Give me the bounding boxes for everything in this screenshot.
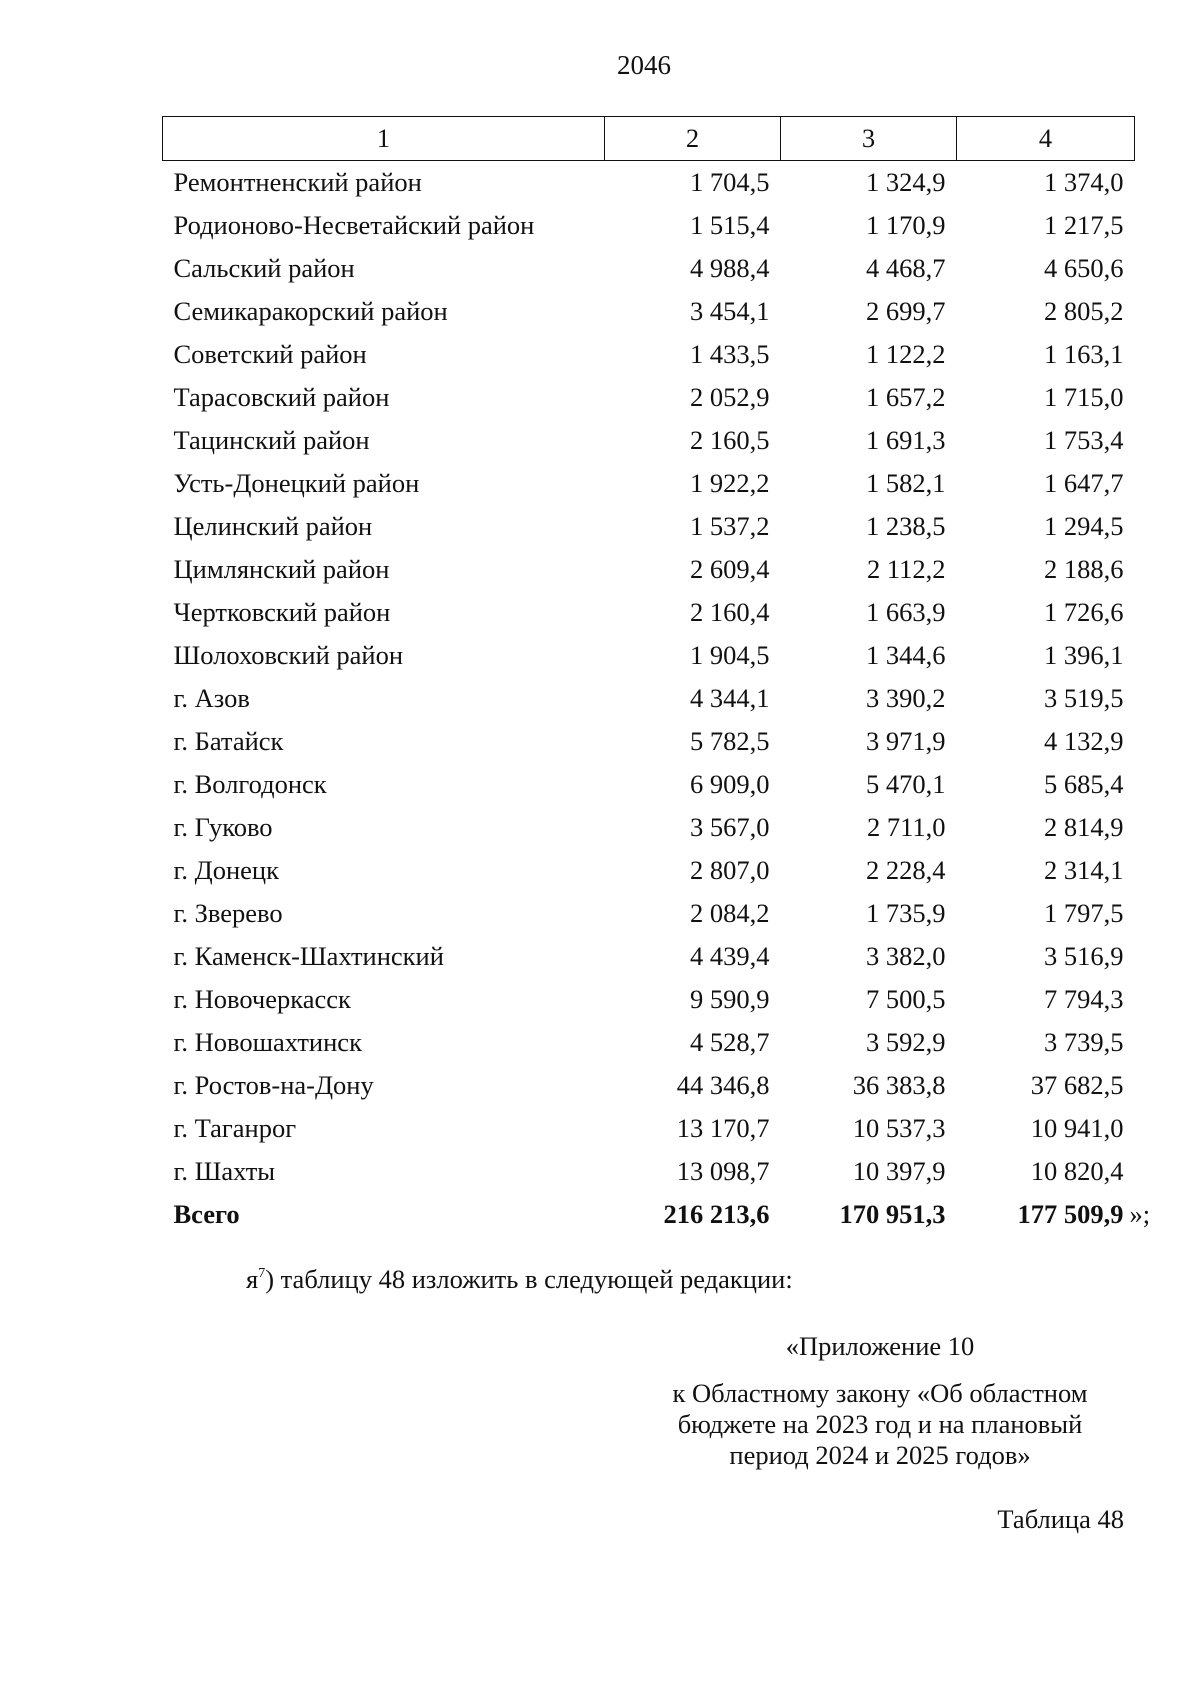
table-row — [163, 462, 1135, 505]
territory-name: г. Батайск — [173, 726, 284, 756]
amount-cell: 5 685,4 — [1044, 769, 1124, 799]
column-header: 4 — [957, 117, 1135, 161]
budget-table — [162, 116, 1151, 1236]
table-row — [163, 806, 1135, 849]
amount-cell: 44 346,8 — [676, 1070, 770, 1100]
territory-name: Сальский район — [173, 253, 355, 283]
amount-cell: 4 468,7 — [866, 253, 946, 283]
territory-name: Родионово-Несветайский район — [173, 210, 535, 240]
amount-cell: 2 609,4 — [690, 554, 770, 584]
amount-cell: 3 592,9 — [866, 1027, 946, 1057]
amount-cell: 2 228,4 — [866, 855, 946, 885]
territory-name: Тарасовский район — [173, 382, 390, 412]
table-row — [163, 763, 1135, 806]
amount-cell: 1 647,7 — [1044, 468, 1124, 498]
territory-name: Усть-Донецкий район — [173, 468, 420, 498]
territory-name: г. Ростов-на-Дону — [173, 1070, 374, 1100]
amount-cell: 1 170,9 — [866, 210, 946, 240]
table-row — [163, 591, 1135, 634]
appendix-title: «Приложение 10 — [785, 1331, 975, 1361]
territory-name: Семикаракорский район — [173, 296, 448, 326]
amount-cell: 1 294,5 — [1044, 511, 1124, 541]
amount-cell: 4 650,6 — [1044, 253, 1124, 283]
amount-cell: 10 820,4 — [1030, 1156, 1124, 1186]
territory-name: г. Волгодонск — [173, 769, 327, 799]
amount-cell: 2 112,2 — [866, 554, 946, 584]
table-row — [163, 1107, 1135, 1150]
column-header: 3 — [781, 117, 957, 161]
amount-cell: 3 454,1 — [690, 296, 770, 326]
territory-name: г. Таганрог — [173, 1113, 297, 1143]
amount-cell: 1 715,0 — [1044, 382, 1124, 412]
amount-cell: 36 383,8 — [852, 1070, 946, 1100]
amount-cell: 1 217,5 — [1044, 210, 1124, 240]
appendix-reference-line: бюджете на 2023 год и на плановый — [677, 1409, 1083, 1439]
amount-cell: 6 909,0 — [690, 769, 770, 799]
amount-cell: 5 470,1 — [866, 769, 946, 799]
amount-cell: 1 582,1 — [866, 468, 946, 498]
territory-name: Тацинский район — [173, 425, 370, 455]
total-row — [163, 1193, 1135, 1236]
table-row — [163, 204, 1135, 247]
territory-name: г. Каменск-Шахтинский — [173, 941, 444, 971]
amount-cell: 3 516,9 — [1044, 941, 1124, 971]
territory-name: Чертковский район — [173, 597, 391, 627]
amount-cell: 1 122,2 — [866, 339, 946, 369]
territory-name: г. Новочеркасск — [173, 984, 351, 1014]
amount-cell: 2 314,1 — [1044, 855, 1124, 885]
table-row — [163, 161, 1135, 205]
amount-cell: 1 374,0 — [1044, 167, 1124, 197]
amount-cell: 1 797,5 — [1044, 898, 1124, 928]
amount-cell: 1 238,5 — [866, 511, 946, 541]
table-header — [163, 117, 1135, 161]
territory-name: г. Новошахтинск — [173, 1027, 362, 1057]
amount-cell: 3 739,5 — [1044, 1027, 1124, 1057]
item-letter: я — [246, 1264, 259, 1294]
amount-cell: 1 163,1 — [1044, 339, 1124, 369]
table-row — [163, 978, 1135, 1021]
territory-name: Шолоховский район — [173, 640, 404, 670]
amount-cell: 2 160,5 — [690, 425, 770, 455]
amount-cell: 9 590,9 — [690, 984, 770, 1014]
amount-cell: 10 941,0 — [1030, 1113, 1124, 1143]
column-header: 1 — [163, 117, 605, 161]
amount-cell: 4 344,1 — [690, 683, 770, 713]
instruction-text — [246, 1264, 793, 1295]
page-number: 2046 — [617, 50, 671, 80]
amount-cell: 4 528,7 — [690, 1027, 770, 1057]
total-value-cell — [957, 1193, 1151, 1236]
table-row — [163, 247, 1135, 290]
amount-cell: 2 699,7 — [866, 296, 946, 326]
table-body — [163, 161, 1151, 1237]
table-row — [163, 1021, 1135, 1064]
amount-cell: 10 537,3 — [852, 1113, 946, 1143]
appendix-reference-line: период 2024 и 2025 годов» — [729, 1440, 1031, 1470]
amount-cell: 1 691,3 — [866, 425, 946, 455]
table-row — [163, 634, 1135, 677]
table-row — [163, 935, 1135, 978]
territory-name: Советский район — [173, 339, 367, 369]
territory-name: Цимлянский район — [173, 554, 390, 584]
amount-cell: 2 052,9 — [690, 382, 770, 412]
total-value: 170 951,3 — [839, 1199, 946, 1229]
amount-cell: 1 704,5 — [690, 167, 770, 197]
table-row — [163, 720, 1135, 763]
amount-cell: 2 805,2 — [1044, 296, 1124, 326]
amount-cell: 7 794,3 — [1044, 984, 1124, 1014]
amount-cell: 1 922,2 — [690, 468, 770, 498]
closing-quote: »; — [1129, 1199, 1151, 1229]
amount-cell: 13 170,7 — [676, 1113, 770, 1143]
column-header: 2 — [605, 117, 781, 161]
amount-cell: 1 735,9 — [866, 898, 946, 928]
table-label: Таблица 48 — [997, 1504, 1124, 1534]
amount-cell: 3 971,9 — [866, 726, 946, 756]
amount-cell: 1 537,2 — [690, 511, 770, 541]
amount-cell: 4 132,9 — [1044, 726, 1124, 756]
amount-cell: 1 663,9 — [866, 597, 946, 627]
amount-cell: 7 500,5 — [866, 984, 946, 1014]
amount-cell: 3 567,0 — [690, 812, 770, 842]
table-row — [163, 419, 1135, 462]
table-row — [163, 505, 1135, 548]
territory-name: г. Шахты — [173, 1156, 276, 1186]
table-row — [163, 290, 1135, 333]
amount-cell: 2 814,9 — [1044, 812, 1124, 842]
appendix-reference — [620, 1378, 1140, 1471]
amount-cell: 1 904,5 — [690, 640, 770, 670]
table-row — [163, 677, 1135, 720]
table-row — [163, 548, 1135, 591]
total-value: 177 509,9 — [1017, 1199, 1124, 1229]
table-row — [163, 1150, 1135, 1193]
territory-name: г. Азов — [173, 683, 250, 713]
amount-cell: 3 390,2 — [866, 683, 946, 713]
table-row — [163, 376, 1135, 419]
amount-cell: 3 382,0 — [866, 941, 946, 971]
territory-name: Ремонтненский район — [173, 167, 422, 197]
header-row — [163, 117, 1135, 161]
instruction-body: ) таблицу 48 изложить в следующей редакции: — [265, 1264, 793, 1294]
total-value: 216 213,6 — [663, 1199, 770, 1229]
table-row — [163, 892, 1135, 935]
total-label: Всего — [173, 1199, 240, 1229]
amount-cell: 2 160,4 — [690, 597, 770, 627]
amount-cell: 2 188,6 — [1044, 554, 1124, 584]
item-superscript: 7 — [258, 1266, 266, 1281]
amount-cell: 37 682,5 — [1030, 1070, 1124, 1100]
amount-cell: 1 396,1 — [1044, 640, 1124, 670]
amount-cell: 3 519,5 — [1044, 683, 1124, 713]
amount-cell: 2 807,0 — [690, 855, 770, 885]
amount-cell: 4 988,4 — [690, 253, 770, 283]
territory-name: г. Донецк — [173, 855, 279, 885]
amount-cell: 2 711,0 — [866, 812, 946, 842]
amount-cell: 1 753,4 — [1044, 425, 1124, 455]
territory-name: г. Зверево — [173, 898, 283, 928]
amount-cell: 1 726,6 — [1044, 597, 1124, 627]
table-row — [163, 333, 1135, 376]
amount-cell: 1 433,5 — [690, 339, 770, 369]
amount-cell: 1 657,2 — [866, 382, 946, 412]
amount-cell: 1 324,9 — [866, 167, 946, 197]
table-row — [163, 849, 1135, 892]
territory-name: Целинский район — [173, 511, 373, 541]
territory-name: г. Гуково — [173, 812, 273, 842]
appendix-reference-line: к Областному закону «Об областном — [672, 1378, 1088, 1408]
amount-cell: 10 397,9 — [852, 1156, 946, 1186]
amount-cell: 13 098,7 — [676, 1156, 770, 1186]
amount-cell: 2 084,2 — [690, 898, 770, 928]
amount-cell: 1 344,6 — [866, 640, 946, 670]
table-row — [163, 1064, 1135, 1107]
amount-cell: 4 439,4 — [690, 941, 770, 971]
amount-cell: 5 782,5 — [690, 726, 770, 756]
amount-cell: 1 515,4 — [690, 210, 770, 240]
